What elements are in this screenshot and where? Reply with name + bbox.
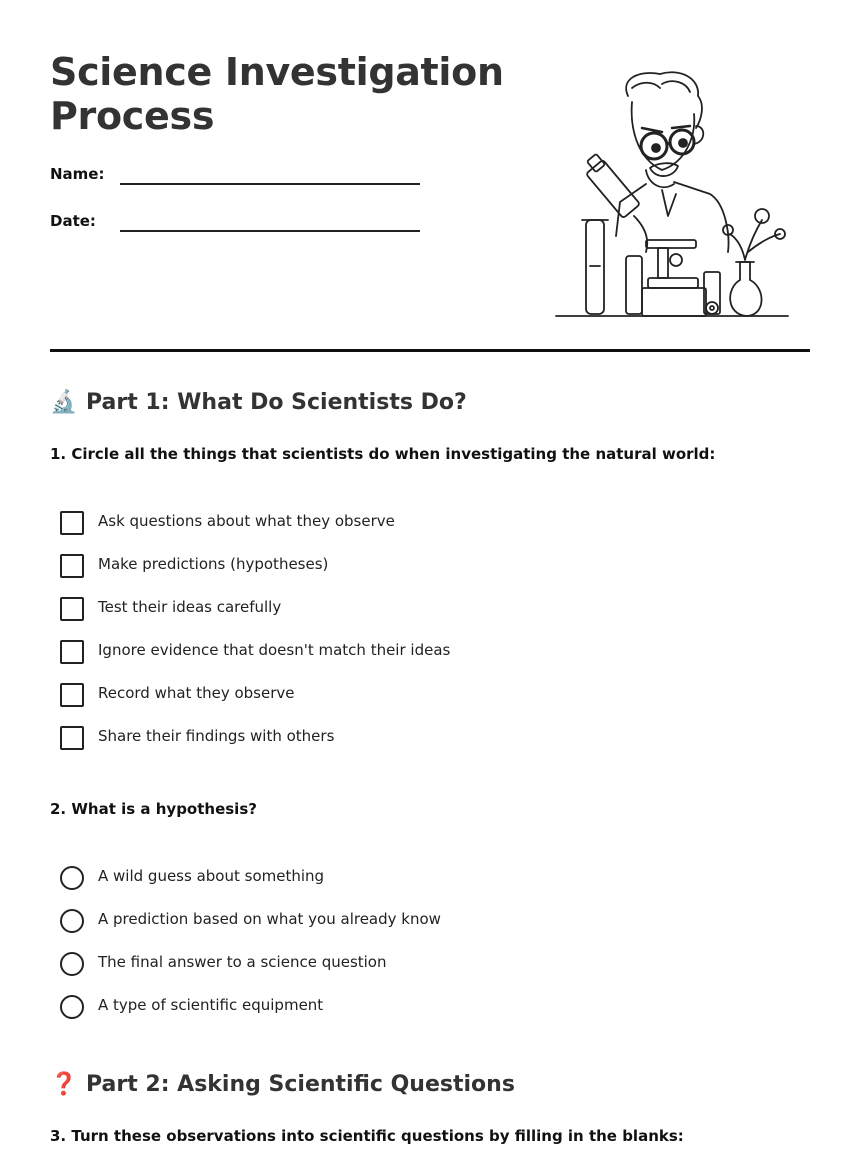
option-label: Make predictions (hypotheses) bbox=[98, 555, 329, 573]
checkbox[interactable] bbox=[60, 640, 84, 664]
checkbox[interactable] bbox=[60, 683, 84, 707]
q1-option-1[interactable] bbox=[60, 510, 760, 536]
q1-option-2[interactable] bbox=[60, 553, 760, 579]
radio-button[interactable] bbox=[60, 909, 84, 933]
checkbox[interactable] bbox=[60, 597, 84, 621]
q2-option-2[interactable] bbox=[60, 908, 760, 934]
option-label: A type of scientific equipment bbox=[98, 996, 324, 1014]
radio-button[interactable] bbox=[60, 952, 84, 976]
date-field-row bbox=[50, 211, 420, 241]
scientist-with-microscope-illustration bbox=[550, 66, 790, 322]
date-input-line[interactable] bbox=[120, 230, 420, 232]
option-label: Record what they observe bbox=[98, 684, 295, 702]
option-label: A prediction based on what you already know bbox=[98, 910, 441, 928]
date-label: Date: bbox=[50, 212, 96, 230]
q2-option-3[interactable] bbox=[60, 951, 760, 977]
question-3: 3. Turn these observations into scientific questions by filling in the blanks: bbox=[50, 1127, 684, 1145]
q2-option-1[interactable] bbox=[60, 865, 760, 891]
name-field-row bbox=[50, 164, 420, 194]
checkbox[interactable] bbox=[60, 726, 84, 750]
checkbox[interactable] bbox=[60, 554, 84, 578]
option-label: Ignore evidence that doesn't match their ideas bbox=[98, 641, 451, 659]
option-label: Ask questions about what they observe bbox=[98, 512, 395, 530]
checkbox[interactable] bbox=[60, 511, 84, 535]
title-line-1: Science Investigation bbox=[50, 50, 504, 94]
microscope-icon: 🔬 bbox=[50, 390, 78, 415]
page-title bbox=[50, 50, 520, 138]
part2-title-text: Part 2: Asking Scientific Questions bbox=[86, 1072, 515, 1097]
part1-title-text: Part 1: What Do Scientists Do? bbox=[86, 390, 467, 415]
option-label: Share their findings with others bbox=[98, 727, 335, 745]
name-label: Name: bbox=[50, 165, 105, 183]
q1-option-4[interactable] bbox=[60, 639, 760, 665]
option-label: The final answer to a science question bbox=[98, 953, 387, 971]
q2-option-4[interactable] bbox=[60, 994, 760, 1020]
radio-button[interactable] bbox=[60, 995, 84, 1019]
part1-title bbox=[50, 388, 467, 418]
title-line-2: Process bbox=[50, 94, 215, 138]
header-divider bbox=[50, 349, 810, 352]
radio-button[interactable] bbox=[60, 866, 84, 890]
part2-title bbox=[50, 1070, 515, 1100]
q1-option-6[interactable] bbox=[60, 725, 760, 751]
option-label: Test their ideas carefully bbox=[98, 598, 282, 616]
q1-option-5[interactable] bbox=[60, 682, 760, 708]
question-2: 2. What is a hypothesis? bbox=[50, 800, 257, 818]
name-input-line[interactable] bbox=[120, 183, 420, 185]
option-label: A wild guess about something bbox=[98, 867, 325, 885]
q1-option-3[interactable] bbox=[60, 596, 760, 622]
question-1: 1. Circle all the things that scientists do when investigating the natural world: bbox=[50, 445, 716, 463]
question-mark-icon: ❓ bbox=[50, 1072, 78, 1097]
